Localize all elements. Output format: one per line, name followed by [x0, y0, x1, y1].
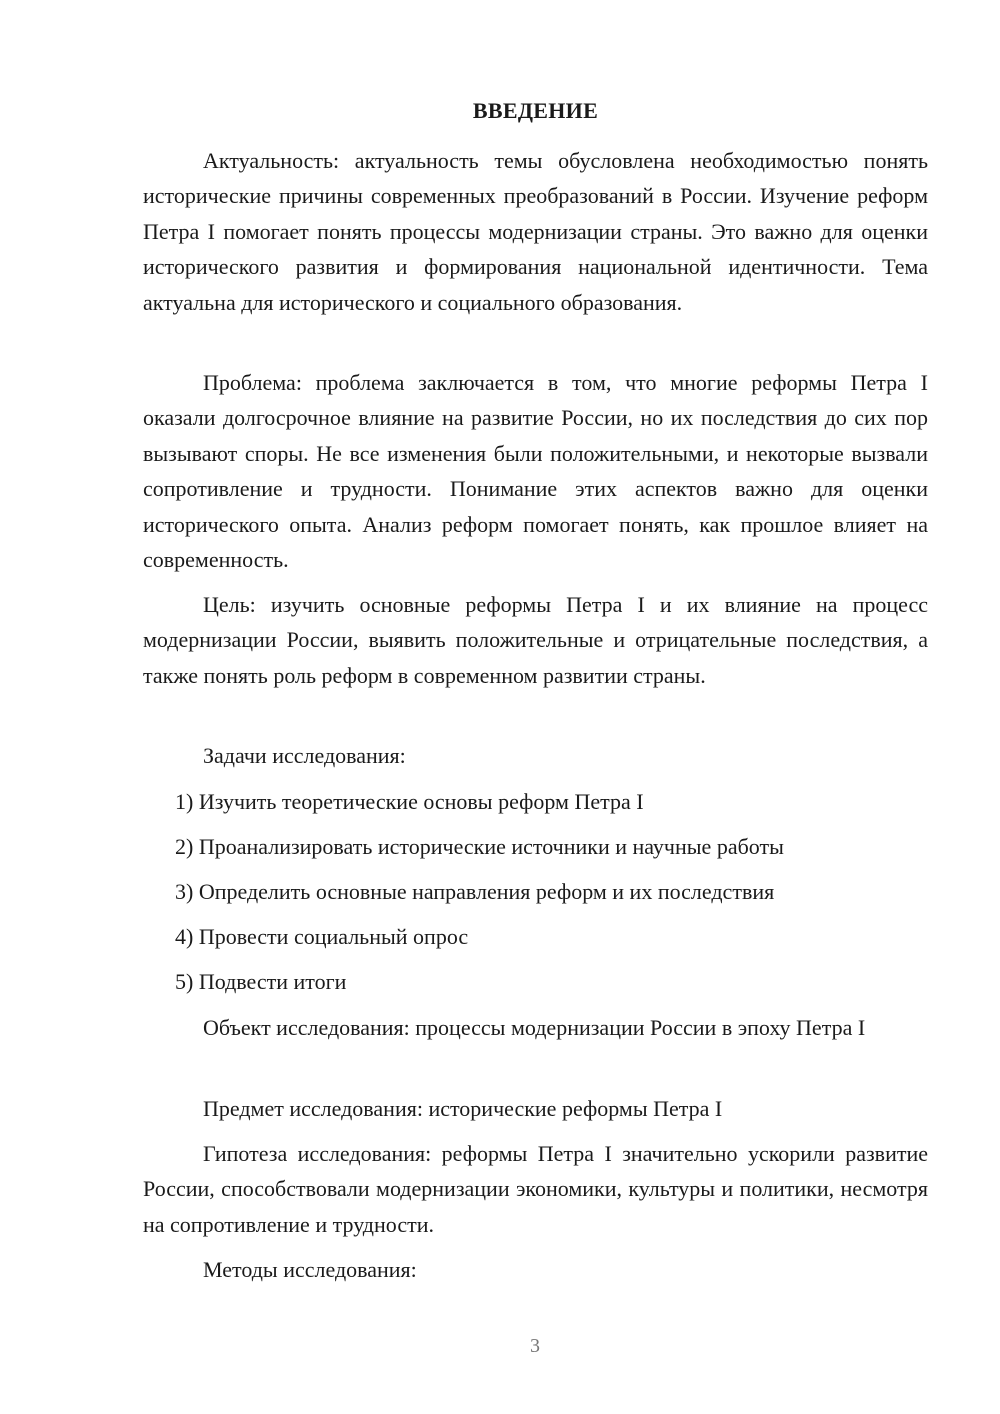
- task-item: 3) Определить основные направления реформ и их последствия: [175, 879, 775, 904]
- task-item: 2) Проанализировать исторические источники и научные работы: [175, 834, 784, 859]
- methods-heading: Методы исследования:: [203, 1257, 417, 1282]
- task-item: 4) Провести социальный опрос: [175, 924, 469, 949]
- task-item: 1) Изучить теоретические основы реформ Петра I: [175, 789, 644, 814]
- object-paragraph: Объект исследования: процессы модернизации России в эпоху Петра I: [203, 1015, 866, 1040]
- task-item: 5) Подвести итоги: [175, 969, 347, 994]
- relevance-paragraph: Актуальность: актуальность темы обусловлена необходимостью понять исторические причины современных преобразований в России. Изучение реформ Петра I помогает понять процессы модернизации страны. Это важно для оценки исторического развития и формирования национальной идентичности. Тема актуальна для исторического и социального образования.: [143, 148, 928, 315]
- goal-paragraph: Цель: изучить основные реформы Петра I и их влияние на процесс модернизации России, выявить положительные и отрицательные последствия, а также понять роль реформ в современном развитии страны.: [143, 592, 928, 688]
- page-number: 3: [530, 1335, 540, 1357]
- tasks-heading: Задачи исследования:: [203, 743, 406, 768]
- section-title: ВВЕДЕНИЕ: [472, 98, 599, 123]
- hypothesis-paragraph: Гипотеза исследования: реформы Петра I значительно ускорили развитие России, способствовали модернизации экономики, культуры и политики, несмотря на сопротивление и трудности.: [143, 1141, 928, 1237]
- problem-paragraph: Проблема: проблема заключается в том, что многие реформы Петра I оказали долгосрочное влияние на развитие России, но их последствия до сих пор вызывают споры. Не все изменения были положительными, и некоторые вызвали сопротивление и трудности. Понимание этих аспектов важно для оценки исторического опыта. Анализ реформ помогает понять, как прошлое влияет на современность.: [143, 370, 928, 573]
- subject-paragraph: Предмет исследования: исторические реформы Петра I: [203, 1096, 723, 1121]
